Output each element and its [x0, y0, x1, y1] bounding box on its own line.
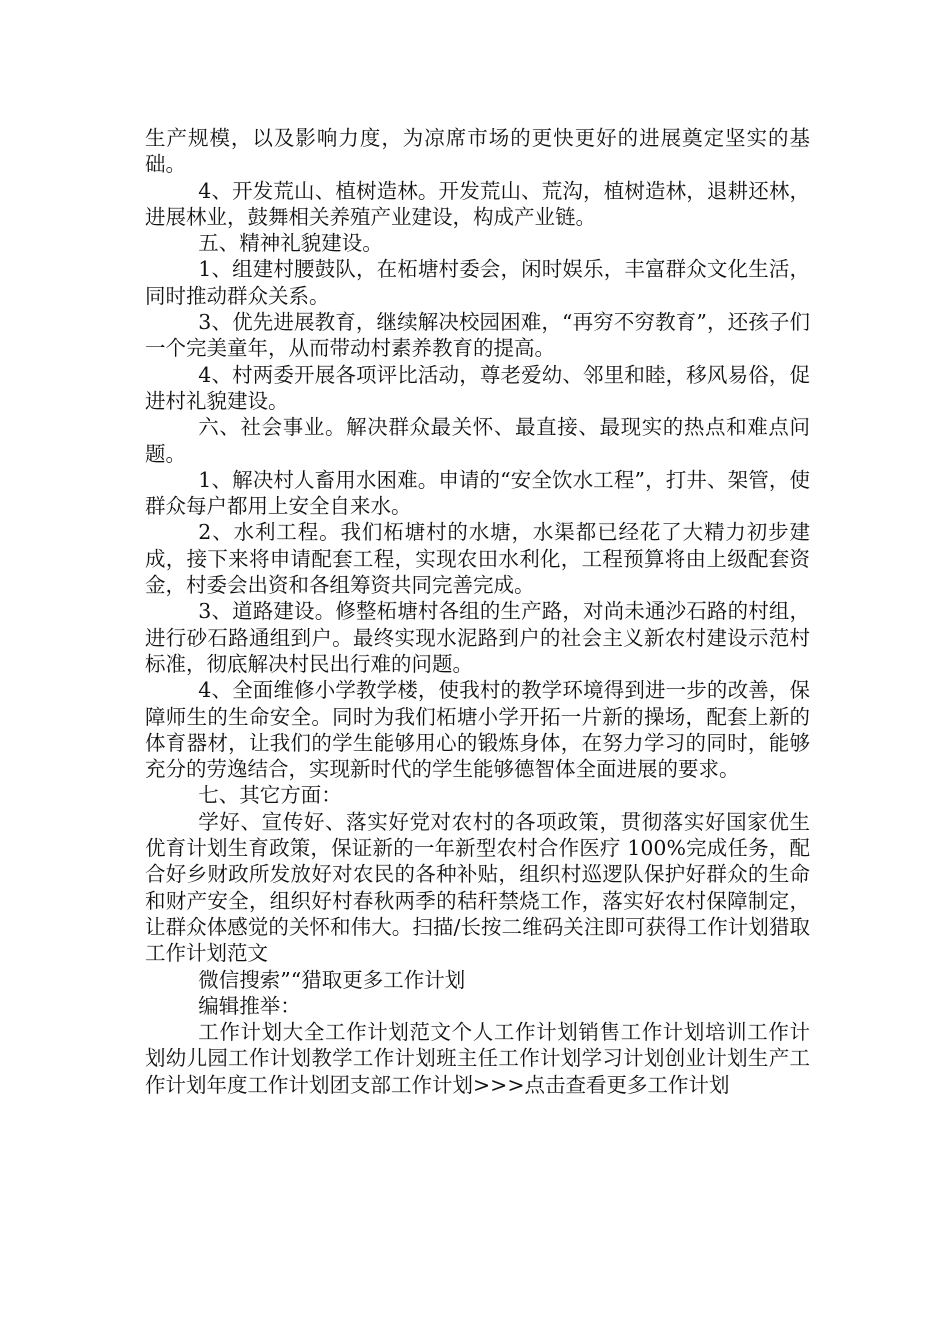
paragraph-education: 3、优先进展教育，继续解决校园困难，“再穷不穷教育”，还孩子们一个完美童年，从而带动村素养教育的提高。	[145, 310, 810, 361]
section-heading-spiritual-civilization: 五、精神礼貌建设。	[198, 231, 383, 256]
paragraph-policy-implementation: 学好、宣传好、落实好党对农村的各项政策，贯彻落实好国家优生优育计划生育政策，保证新的一年新型农村合作医疗 100%完成任务，配合好乡财政所发放好对农民的各种补贴，组织村巡逻队保护好群众的生命和财产安全，组织好村春秋两季的秸秆禁烧工作，落实好农村保障制定，让群众体感觉的关怀和伟大。扫描/长按二维码关注即可获得工作计划猎取工作计划范文	[145, 809, 810, 966]
paragraph-drinking-water: 1、解决村人畜用水困难。申请的“安全饮水工程”，打井、架管，使群众每户都用上安全自来水。	[145, 467, 810, 519]
document-body	[145, 125, 810, 1098]
paragraph-wasteland-afforestation: 4、开发荒山、植树造林。开发荒山、荒沟，植树造林，退耕还林，进展林业，鼓舞相关养殖产业建设，构成产业链。	[145, 178, 810, 229]
paragraph-school-repair: 4、全面维修小学教学楼，使我村的教学环境得到进一步的改善，保障师生的生命安全。同时为我们柘塘小学开拓一片新的操场，配套上新的体育器材，让我们的学生能够用心的锻炼身体，在努力学习的同时，能够充分的劳逸结合，实现新时代的学生能够德智体全面进展的要求。	[145, 678, 810, 782]
section-heading-other-aspects: 七、其它方面：	[198, 783, 342, 808]
paragraph-editor-recommendation-heading: 编辑推举：	[198, 993, 301, 1018]
paragraph-drum-team: 1、组建村腰鼓队，在柘塘村委会，闲时娱乐，丰富群众文化生活，同时推动群众关系。	[145, 257, 810, 308]
paragraph-water-conservancy: 2、水利工程。我们柘塘村的水塘，水渠都已经花了大精力初步建成，接下来将申请配套工程，实现农田水利化，工程预算将由上级配套资金，村委会出资和各组筹资共同完善完成。	[145, 520, 810, 598]
paragraph-wechat-search: 微信搜索”“猎取更多工作计划	[198, 967, 466, 992]
paragraph-recommendation-links: 工作计划大全工作计划范文个人工作计划销售工作计划培训工作计划幼儿园工作计划教学工作计划班主任工作计划学习计划创业计划生产工作计划年度工作计划团支部工作计划>>>点击查看更多工作计划	[145, 1020, 810, 1097]
paragraph-evaluation-activities: 4、村两委开展各项评比活动，尊老爱幼、邻里和睦，移风易俗，促进村礼貌建设。	[145, 362, 810, 413]
paragraph-continuation: 生产规模，以及影响力度，为凉席市场的更快更好的进展奠定坚实的基础。	[145, 126, 810, 177]
section-heading-social-affairs: 六、社会事业。解决群众最关怀、最直接、最现实的热点和难点问题。	[145, 415, 810, 466]
paragraph-road-construction: 3、道路建设。修整柘塘村各组的生产路，对尚未通沙石路的村组，进行砂石路通组到户。最终实现水泥路到户的社会主义新农村建设示范村标准，彻底解决村民出行难的问题。	[145, 599, 810, 676]
